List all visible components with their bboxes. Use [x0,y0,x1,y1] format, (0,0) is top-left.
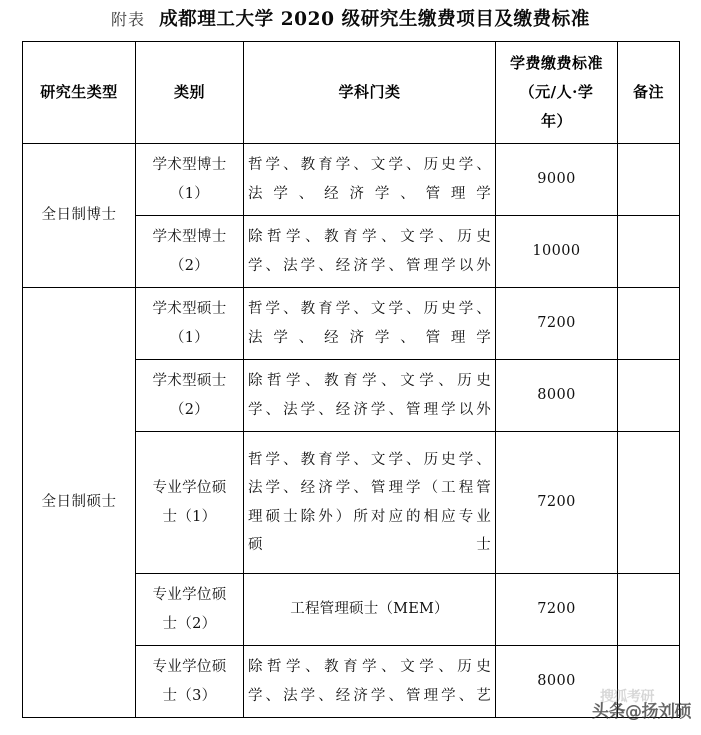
discipline-line-2: 学、法学、经济学、管理学、艺 [248,687,491,704]
discipline-line-3: 理硕士除外）所对应的相应专业 [248,508,491,525]
table-header-row [23,42,680,144]
watermark-ghost-text: 搜狐考研 [600,689,654,705]
category-line-1: 学术型硕士 [152,301,227,318]
cell-student-type: 全日制博士 [23,144,136,288]
cell-remark [618,288,680,360]
discipline-line-2: 法学、经济学、管理学 [248,329,491,346]
column-header-remarks: 备注 [618,42,680,144]
discipline-line-1: 哲学、教育学、文学、历史学、 [248,301,491,318]
cell-remark [618,432,680,574]
cell-category [136,646,244,718]
watermark-text: 头条@扬刘硕 [592,701,691,722]
cell-remark [618,144,680,216]
table-header [23,42,680,144]
discipline-line-2: 学、法学、经济学、管理学以外 [248,257,491,274]
cell-discipline [244,432,496,574]
discipline-line-1: 哲学、教育学、文学、历史学、 [248,157,491,174]
cell-fee: 7200 [496,288,618,360]
title-main: 成都理工大学 2020 级研究生缴费项目及缴费标准 [159,9,590,30]
fee-header-line-3: 年） [540,112,572,131]
discipline-line-1: 工程管理硕士（MEM） [290,601,449,618]
category-line-2: （1） [169,185,210,202]
category-line-1: 学术型博士 [152,157,227,174]
cell-discipline [244,288,496,360]
category-line-2: 士（3） [162,687,217,704]
cell-category [136,288,244,360]
cell-remark [618,360,680,432]
table-body [23,144,680,718]
discipline-line-1: 除哲学、教育学、文学、历史 [248,373,491,390]
cell-discipline [244,144,496,216]
category-line-2: （2） [169,401,210,418]
cell-discipline [244,216,496,288]
cell-category [136,144,244,216]
category-line-2: 士（2） [162,615,217,632]
cell-category [136,216,244,288]
cell-category [136,574,244,646]
cell-discipline [244,574,496,646]
table-row [23,144,680,216]
cell-remark [618,216,680,288]
category-line-2: 士（1） [162,508,217,525]
cell-remark [618,646,680,718]
cell-discipline [244,360,496,432]
cell-fee: 8000 [496,646,618,718]
cell-category [136,432,244,574]
category-line-2: （2） [169,257,210,274]
cell-fee: 9000 [496,144,618,216]
discipline-line-1: 哲学、教育学、文学、历史学、 [248,451,491,468]
table-row [23,288,680,360]
cell-fee: 7200 [496,432,618,574]
cell-fee: 7200 [496,574,618,646]
discipline-line-2: 法学、经济学、管理学 [248,185,491,202]
category-line-2: （1） [169,329,210,346]
category-line-1: 专业学位硕 [152,480,227,497]
discipline-line-1: 除哲学、教育学、文学、历史 [248,659,491,676]
cell-discipline [244,646,496,718]
discipline-line-1: 除哲学、教育学、文学、历史 [248,229,491,246]
title-prefix: 附表 [111,9,146,29]
category-line-1: 专业学位硕 [152,587,227,604]
category-line-1: 学术型博士 [152,229,227,246]
column-header-fee-standard [496,42,618,144]
fee-standard-table [22,41,680,718]
discipline-line-2: 学、法学、经济学、管理学以外 [248,401,491,418]
cell-student-type: 全日制硕士 [23,288,136,718]
cell-fee: 10000 [496,216,618,288]
category-line-1: 学术型硕士 [152,373,227,390]
cell-fee: 8000 [496,360,618,432]
column-header-discipline: 学科门类 [244,42,496,144]
fee-header-line-2: （元/人·学 [519,82,594,101]
category-line-1: 专业学位硕 [152,659,227,676]
cell-category [136,360,244,432]
column-header-student-type: 研究生类型 [23,42,136,144]
fee-header-line-1: 学费缴费标准 [509,53,603,72]
page-title [0,2,701,34]
discipline-line-2: 法学、经济学、管理学（工程管 [248,480,491,497]
cell-remark [618,574,680,646]
discipline-line-4: 硕士 [248,536,491,553]
column-header-category: 类别 [136,42,244,144]
